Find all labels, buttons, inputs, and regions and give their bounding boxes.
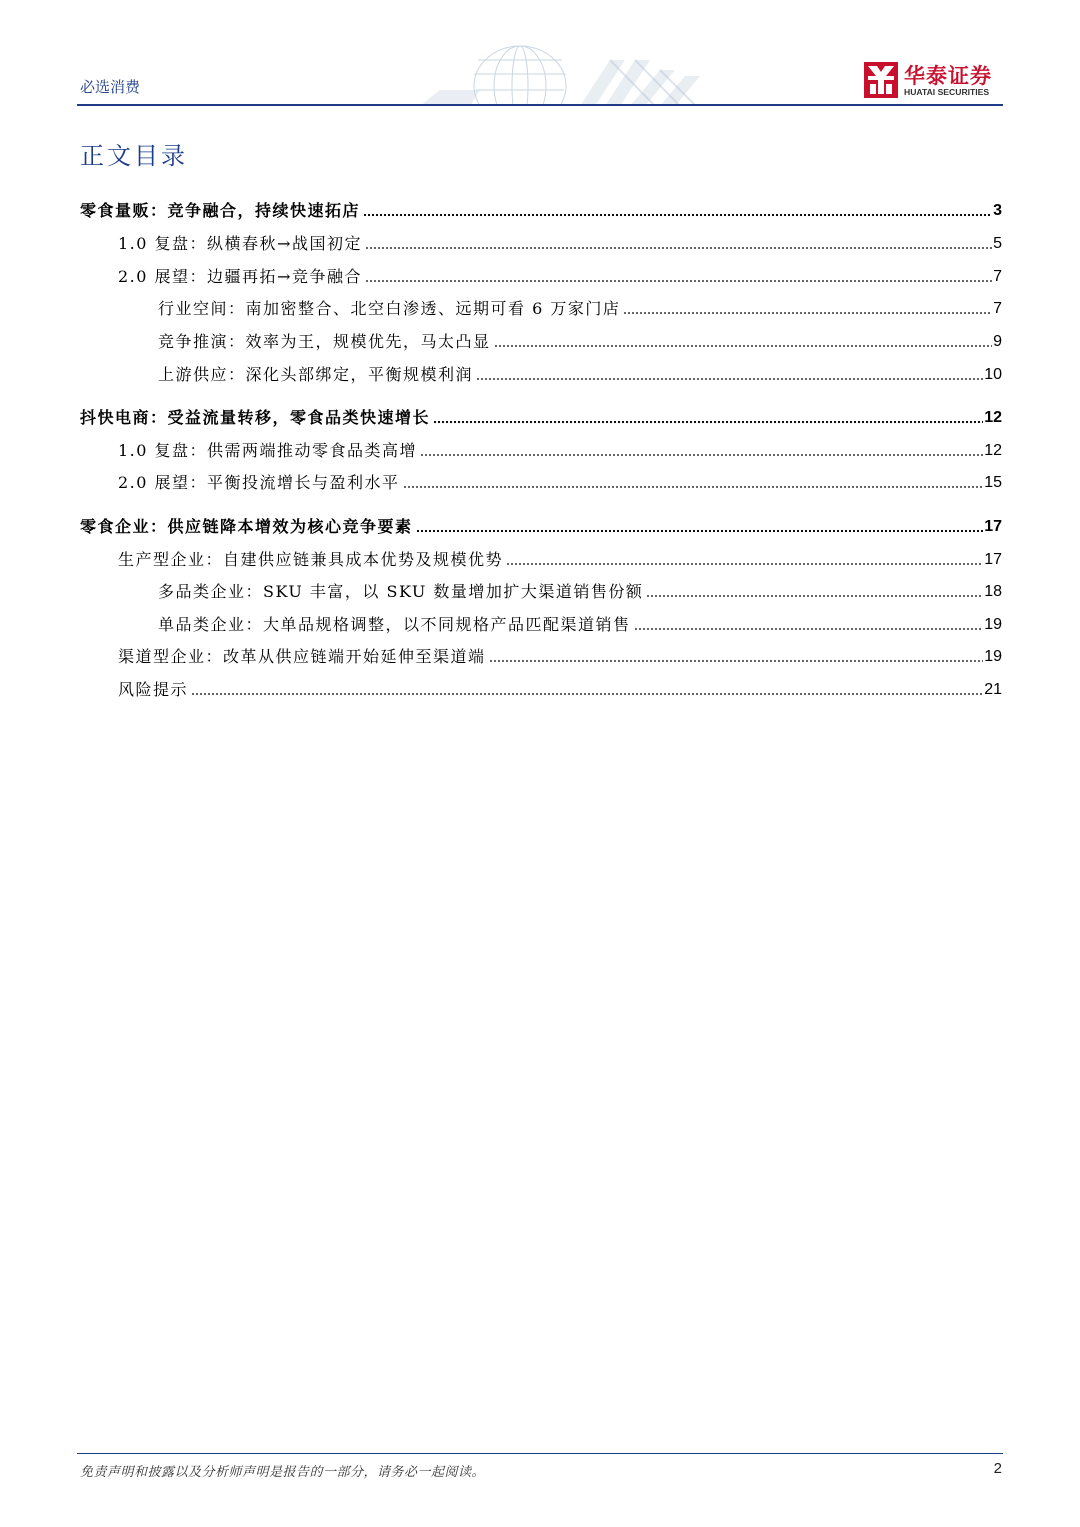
toc-entry-page: 9: [993, 333, 1002, 350]
toc-entry-page: 15: [984, 474, 1002, 491]
toc-entry-page: 19: [984, 648, 1002, 665]
toc-leader-dots: [634, 621, 984, 631]
toc-leader-dots: [494, 338, 993, 348]
toc-entry[interactable]: [158, 331, 1002, 353]
toc-leader-dots: [646, 588, 983, 598]
toc-entry-label: 渠道型企业：改革从供应链端开始延伸至渠道端: [118, 647, 486, 666]
toc-entry-label: 多品类企业：SKU 丰富，以 SKU 数量增加扩大渠道销售份额: [158, 582, 644, 601]
brand-logo: [864, 62, 1004, 100]
toc-leader-dots: [363, 207, 992, 217]
header-category: 必选消费: [80, 78, 141, 96]
toc-entry-label: 竞争推演：效率为王，规模优先，马太凸显: [158, 332, 491, 351]
toc-entry-page: 7: [993, 268, 1002, 285]
toc-entry-label: 行业空间：南加密整合、北空白渗透、远期可看 6 万家门店: [158, 299, 621, 318]
toc-leader-dots: [623, 305, 992, 315]
toc-entry-page: 10: [984, 366, 1002, 383]
toc-entry-page: 7: [993, 300, 1002, 317]
header-globe-graphic: [410, 40, 710, 106]
toc-leader-dots: [403, 479, 984, 489]
toc-entry-label: 零食企业：供应链降本增效为核心竞争要素: [80, 517, 413, 536]
toc-entry-label: 风险提示: [118, 680, 189, 699]
toc-entry[interactable]: [118, 266, 1002, 288]
toc-entry-page: 3: [993, 202, 1002, 219]
toc-entry[interactable]: [158, 581, 1002, 603]
toc-entry-page: 17: [984, 518, 1002, 535]
toc-leader-dots: [365, 240, 992, 250]
toc-entry-page: 21: [984, 681, 1002, 698]
page-number: 2: [993, 1460, 1002, 1477]
toc-entry-label: 1.0 复盘：供需两端推动零食品类高增: [118, 441, 418, 460]
toc-entry-label: 2.0 展望：平衡投流增长与盈利水平: [118, 473, 400, 492]
brand-name-cn: 华泰证券: [904, 64, 992, 88]
toc-leader-dots: [420, 447, 983, 457]
toc-entry-label: 抖快电商：受益流量转移，零食品类快速增长: [80, 408, 431, 427]
toc-leader-dots: [489, 653, 984, 663]
toc-leader-dots: [506, 556, 983, 566]
toc-entry-page: 12: [984, 442, 1002, 459]
toc-leader-dots: [365, 273, 992, 283]
toc-entry[interactable]: [118, 440, 1002, 462]
toc-entry-label: 零食量贩：竞争融合，持续快速拓店: [80, 201, 361, 220]
toc-entry-label: 2.0 展望：边疆再拓→竞争融合: [118, 267, 362, 286]
toc-entry[interactable]: [118, 233, 1002, 255]
toc-entry[interactable]: [80, 407, 1002, 429]
toc-entry-page: 17: [984, 551, 1002, 568]
toc-entry-label: 生产型企业：自建供应链兼具成本优势及规模优势: [118, 550, 504, 569]
huatai-logo-icon: [864, 62, 898, 98]
toc-entry-page: 12: [984, 409, 1002, 426]
toc-entry[interactable]: [158, 364, 1002, 386]
toc-entry[interactable]: [158, 298, 1002, 320]
toc-entry-label: 上游供应：深化头部绑定，平衡规模利润: [158, 365, 474, 384]
toc-entry[interactable]: [118, 472, 1002, 494]
brand-name-en: HUATAI SECURITIES: [904, 87, 990, 97]
toc-entry[interactable]: [118, 679, 1002, 701]
toc-leader-dots: [433, 414, 983, 424]
toc-entry-page: 18: [984, 583, 1002, 600]
footer-divider: [77, 1453, 1003, 1454]
toc-leader-dots: [416, 523, 984, 533]
toc-entry[interactable]: [80, 516, 1002, 538]
toc-entry-page: 5: [993, 235, 1002, 252]
toc-entry[interactable]: [158, 614, 1002, 636]
toc-entry-label: 1.0 复盘：纵横春秋→战国初定: [118, 234, 362, 253]
toc-entry[interactable]: [118, 549, 1002, 571]
footer-disclaimer: 免责声明和披露以及分析师声明是报告的一部分，请务必一起阅读。: [80, 1465, 486, 1480]
toc-entry[interactable]: [80, 200, 1002, 222]
toc-entry-label: 单品类企业：大单品规格调整，以不同规格产品匹配渠道销售: [158, 615, 631, 634]
header-divider: [77, 104, 1003, 106]
toc-title: 正文目录: [80, 142, 188, 170]
toc-entry[interactable]: [118, 646, 1002, 668]
toc-entry-page: 19: [984, 616, 1002, 633]
toc-leader-dots: [476, 371, 983, 381]
toc-leader-dots: [191, 686, 983, 696]
